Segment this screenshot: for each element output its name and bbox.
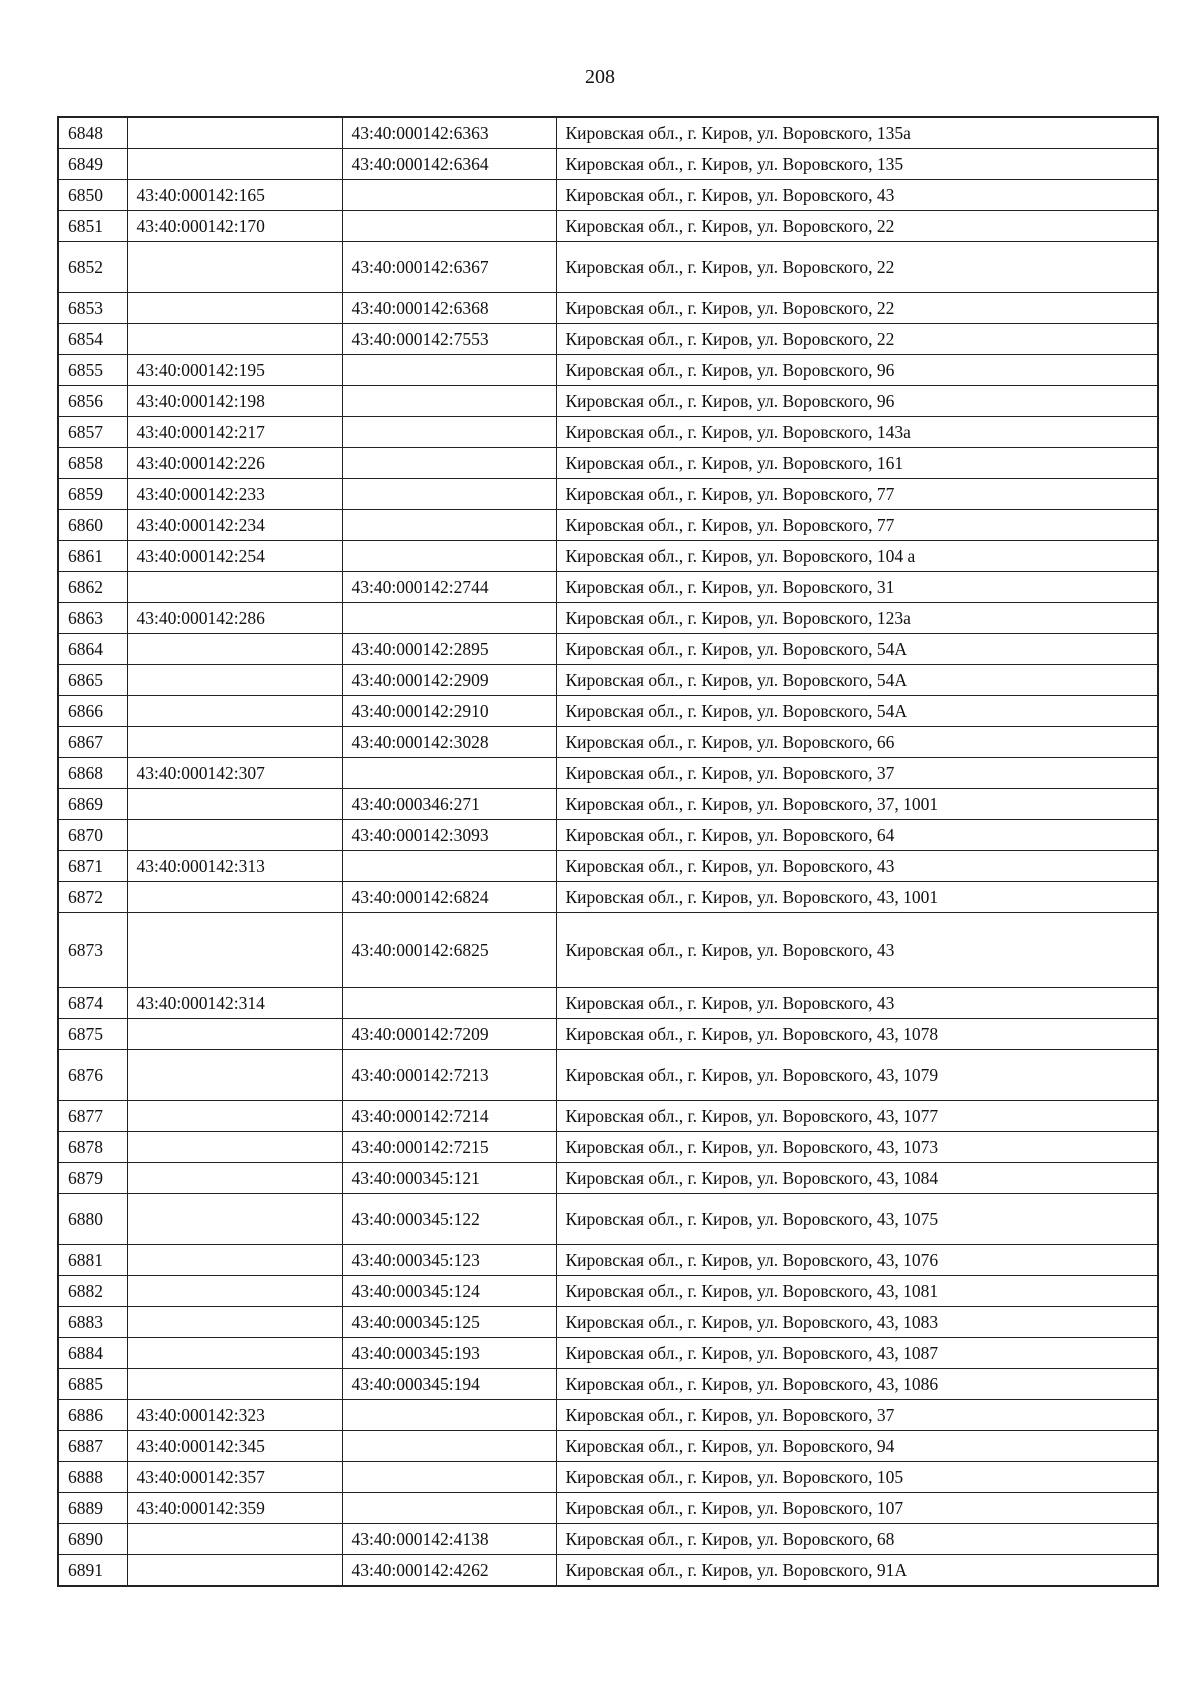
building-cadastral-number: 43:40:000346:271 (342, 789, 556, 820)
parcel-cadastral-number (127, 1194, 342, 1245)
parcel-cadastral-number: 43:40:000142:233 (127, 479, 342, 510)
table-row (58, 1101, 1158, 1132)
building-cadastral-number (342, 1431, 556, 1462)
address: Кировская обл., г. Киров, ул. Воровского, 135а (556, 117, 1158, 149)
row-number: 6873 (58, 913, 127, 988)
address: Кировская обл., г. Киров, ул. Воровского, 43, 1076 (556, 1245, 1158, 1276)
table-row (58, 1555, 1158, 1587)
row-number: 6887 (58, 1431, 127, 1462)
row-number: 6882 (58, 1276, 127, 1307)
table-row (58, 149, 1158, 180)
address: Кировская обл., г. Киров, ул. Воровского, 43, 1086 (556, 1369, 1158, 1400)
parcel-cadastral-number (127, 1369, 342, 1400)
parcel-cadastral-number (127, 820, 342, 851)
parcel-cadastral-number (127, 1245, 342, 1276)
address: Кировская обл., г. Киров, ул. Воровского, 64 (556, 820, 1158, 851)
table-row (58, 117, 1158, 149)
building-cadastral-number: 43:40:000345:125 (342, 1307, 556, 1338)
table-row (58, 1050, 1158, 1101)
row-number: 6854 (58, 324, 127, 355)
table-row (58, 1307, 1158, 1338)
address: Кировская обл., г. Киров, ул. Воровского, 43 (556, 913, 1158, 988)
parcel-cadastral-number: 43:40:000142:359 (127, 1493, 342, 1524)
row-number: 6883 (58, 1307, 127, 1338)
address: Кировская обл., г. Киров, ул. Воровского, 22 (556, 242, 1158, 293)
parcel-cadastral-number (127, 572, 342, 603)
parcel-cadastral-number (127, 293, 342, 324)
building-cadastral-number: 43:40:000142:2744 (342, 572, 556, 603)
address: Кировская обл., г. Киров, ул. Воровского, 123а (556, 603, 1158, 634)
row-number: 6867 (58, 727, 127, 758)
address: Кировская обл., г. Киров, ул. Воровского, 91А (556, 1555, 1158, 1587)
table-row (58, 1338, 1158, 1369)
row-number: 6875 (58, 1019, 127, 1050)
address: Кировская обл., г. Киров, ул. Воровского, 77 (556, 479, 1158, 510)
table-row (58, 386, 1158, 417)
building-cadastral-number: 43:40:000142:3028 (342, 727, 556, 758)
parcel-cadastral-number (127, 789, 342, 820)
address: Кировская обл., г. Киров, ул. Воровского, 43, 1081 (556, 1276, 1158, 1307)
row-number: 6863 (58, 603, 127, 634)
building-cadastral-number: 43:40:000142:7214 (342, 1101, 556, 1132)
table-row (58, 324, 1158, 355)
building-cadastral-number (342, 180, 556, 211)
parcel-cadastral-number (127, 1338, 342, 1369)
table-row (58, 1462, 1158, 1493)
building-cadastral-number (342, 510, 556, 541)
building-cadastral-number: 43:40:000142:6363 (342, 117, 556, 149)
row-number: 6878 (58, 1132, 127, 1163)
building-cadastral-number: 43:40:000142:7213 (342, 1050, 556, 1101)
parcel-cadastral-number (127, 1050, 342, 1101)
row-number: 6880 (58, 1194, 127, 1245)
address: Кировская обл., г. Киров, ул. Воровского, 54А (556, 696, 1158, 727)
parcel-cadastral-number: 43:40:000142:254 (127, 541, 342, 572)
building-cadastral-number: 43:40:000345:123 (342, 1245, 556, 1276)
table-row (58, 293, 1158, 324)
building-cadastral-number (342, 758, 556, 789)
building-cadastral-number (342, 988, 556, 1019)
address: Кировская обл., г. Киров, ул. Воровского, 135 (556, 149, 1158, 180)
parcel-cadastral-number: 43:40:000142:323 (127, 1400, 342, 1431)
row-number: 6888 (58, 1462, 127, 1493)
address: Кировская обл., г. Киров, ул. Воровского, 43, 1079 (556, 1050, 1158, 1101)
address: Кировская обл., г. Киров, ул. Воровского, 54А (556, 634, 1158, 665)
building-cadastral-number: 43:40:000142:6825 (342, 913, 556, 988)
address: Кировская обл., г. Киров, ул. Воровского, 43, 1075 (556, 1194, 1158, 1245)
row-number: 6848 (58, 117, 127, 149)
row-number: 6861 (58, 541, 127, 572)
building-cadastral-number: 43:40:000142:6364 (342, 149, 556, 180)
building-cadastral-number (342, 417, 556, 448)
building-cadastral-number (342, 355, 556, 386)
registry-table (57, 116, 1159, 1587)
address: Кировская обл., г. Киров, ул. Воровского, 43, 1087 (556, 1338, 1158, 1369)
table-row (58, 1163, 1158, 1194)
address: Кировская обл., г. Киров, ул. Воровского, 77 (556, 510, 1158, 541)
table-row (58, 448, 1158, 479)
row-number: 6864 (58, 634, 127, 665)
building-cadastral-number (342, 541, 556, 572)
address: Кировская обл., г. Киров, ул. Воровского, 105 (556, 1462, 1158, 1493)
row-number: 6849 (58, 149, 127, 180)
parcel-cadastral-number: 43:40:000142:313 (127, 851, 342, 882)
parcel-cadastral-number: 43:40:000142:234 (127, 510, 342, 541)
table-row (58, 727, 1158, 758)
row-number: 6870 (58, 820, 127, 851)
table-row (58, 417, 1158, 448)
building-cadastral-number (342, 1462, 556, 1493)
parcel-cadastral-number (127, 117, 342, 149)
building-cadastral-number (342, 603, 556, 634)
row-number: 6860 (58, 510, 127, 541)
table-row (58, 1431, 1158, 1462)
building-cadastral-number (342, 386, 556, 417)
address: Кировская обл., г. Киров, ул. Воровского, 43 (556, 851, 1158, 882)
parcel-cadastral-number (127, 665, 342, 696)
parcel-cadastral-number: 43:40:000142:307 (127, 758, 342, 789)
building-cadastral-number: 43:40:000142:6367 (342, 242, 556, 293)
table-row (58, 882, 1158, 913)
parcel-cadastral-number (127, 882, 342, 913)
building-cadastral-number: 43:40:000142:7209 (342, 1019, 556, 1050)
row-number: 6886 (58, 1400, 127, 1431)
row-number: 6858 (58, 448, 127, 479)
address: Кировская обл., г. Киров, ул. Воровского, 96 (556, 355, 1158, 386)
table-row (58, 572, 1158, 603)
building-cadastral-number: 43:40:000345:122 (342, 1194, 556, 1245)
building-cadastral-number: 43:40:000142:4262 (342, 1555, 556, 1587)
parcel-cadastral-number: 43:40:000142:226 (127, 448, 342, 479)
address: Кировская обл., г. Киров, ул. Воровского, 107 (556, 1493, 1158, 1524)
address: Кировская обл., г. Киров, ул. Воровского, 96 (556, 386, 1158, 417)
table-row (58, 634, 1158, 665)
parcel-cadastral-number (127, 1555, 342, 1587)
address: Кировская обл., г. Киров, ул. Воровского, 43, 1077 (556, 1101, 1158, 1132)
parcel-cadastral-number: 43:40:000142:198 (127, 386, 342, 417)
parcel-cadastral-number (127, 1307, 342, 1338)
row-number: 6852 (58, 242, 127, 293)
table-row (58, 758, 1158, 789)
table-row (58, 851, 1158, 882)
parcel-cadastral-number (127, 727, 342, 758)
building-cadastral-number: 43:40:000142:3093 (342, 820, 556, 851)
address: Кировская обл., г. Киров, ул. Воровского, 43, 1073 (556, 1132, 1158, 1163)
building-cadastral-number: 43:40:000345:193 (342, 1338, 556, 1369)
row-number: 6856 (58, 386, 127, 417)
parcel-cadastral-number (127, 1019, 342, 1050)
building-cadastral-number (342, 1493, 556, 1524)
table-row (58, 1132, 1158, 1163)
parcel-cadastral-number (127, 1163, 342, 1194)
building-cadastral-number: 43:40:000142:6368 (342, 293, 556, 324)
address: Кировская обл., г. Киров, ул. Воровского, 37 (556, 1400, 1158, 1431)
table-row (58, 1276, 1158, 1307)
parcel-cadastral-number: 43:40:000142:165 (127, 180, 342, 211)
table-row (58, 211, 1158, 242)
table-row (58, 603, 1158, 634)
address: Кировская обл., г. Киров, ул. Воровского, 66 (556, 727, 1158, 758)
parcel-cadastral-number (127, 1132, 342, 1163)
row-number: 6857 (58, 417, 127, 448)
parcel-cadastral-number (127, 1524, 342, 1555)
address: Кировская обл., г. Киров, ул. Воровского, 54А (556, 665, 1158, 696)
row-number: 6866 (58, 696, 127, 727)
row-number: 6868 (58, 758, 127, 789)
row-number: 6884 (58, 1338, 127, 1369)
table-row (58, 510, 1158, 541)
table-row (58, 180, 1158, 211)
address: Кировская обл., г. Киров, ул. Воровского, 37 (556, 758, 1158, 789)
row-number: 6862 (58, 572, 127, 603)
table-row (58, 913, 1158, 988)
building-cadastral-number: 43:40:000142:4138 (342, 1524, 556, 1555)
row-number: 6890 (58, 1524, 127, 1555)
row-number: 6853 (58, 293, 127, 324)
row-number: 6855 (58, 355, 127, 386)
address: Кировская обл., г. Киров, ул. Воровского, 31 (556, 572, 1158, 603)
address: Кировская обл., г. Киров, ул. Воровского, 43, 1083 (556, 1307, 1158, 1338)
address: Кировская обл., г. Киров, ул. Воровского, 94 (556, 1431, 1158, 1462)
parcel-cadastral-number (127, 913, 342, 988)
row-number: 6872 (58, 882, 127, 913)
parcel-cadastral-number (127, 696, 342, 727)
row-number: 6877 (58, 1101, 127, 1132)
building-cadastral-number (342, 211, 556, 242)
parcel-cadastral-number: 43:40:000142:170 (127, 211, 342, 242)
parcel-cadastral-number (127, 1101, 342, 1132)
table-row (58, 665, 1158, 696)
address: Кировская обл., г. Киров, ул. Воровского, 43, 1078 (556, 1019, 1158, 1050)
table-row (58, 1369, 1158, 1400)
row-number: 6881 (58, 1245, 127, 1276)
table-row (58, 1245, 1158, 1276)
table-row (58, 1524, 1158, 1555)
parcel-cadastral-number: 43:40:000142:286 (127, 603, 342, 634)
table-row (58, 355, 1158, 386)
address: Кировская обл., г. Киров, ул. Воровского, 22 (556, 211, 1158, 242)
address: Кировская обл., г. Киров, ул. Воровского, 43 (556, 988, 1158, 1019)
table-row (58, 789, 1158, 820)
address: Кировская обл., г. Киров, ул. Воровского, 22 (556, 293, 1158, 324)
row-number: 6891 (58, 1555, 127, 1587)
parcel-cadastral-number: 43:40:000142:314 (127, 988, 342, 1019)
page-number: 208 (585, 66, 615, 88)
row-number: 6879 (58, 1163, 127, 1194)
row-number: 6874 (58, 988, 127, 1019)
row-number: 6859 (58, 479, 127, 510)
building-cadastral-number: 43:40:000345:121 (342, 1163, 556, 1194)
building-cadastral-number: 43:40:000142:2910 (342, 696, 556, 727)
address: Кировская обл., г. Киров, ул. Воровского, 68 (556, 1524, 1158, 1555)
row-number: 6885 (58, 1369, 127, 1400)
parcel-cadastral-number (127, 634, 342, 665)
parcel-cadastral-number: 43:40:000142:345 (127, 1431, 342, 1462)
building-cadastral-number: 43:40:000142:6824 (342, 882, 556, 913)
row-number: 6889 (58, 1493, 127, 1524)
parcel-cadastral-number (127, 242, 342, 293)
table-row (58, 1194, 1158, 1245)
address: Кировская обл., г. Киров, ул. Воровского, 43, 1001 (556, 882, 1158, 913)
building-cadastral-number: 43:40:000345:194 (342, 1369, 556, 1400)
parcel-cadastral-number: 43:40:000142:195 (127, 355, 342, 386)
table-row (58, 1400, 1158, 1431)
row-number: 6865 (58, 665, 127, 696)
row-number: 6876 (58, 1050, 127, 1101)
address: Кировская обл., г. Киров, ул. Воровского, 43, 1084 (556, 1163, 1158, 1194)
row-number: 6851 (58, 211, 127, 242)
address: Кировская обл., г. Киров, ул. Воровского, 22 (556, 324, 1158, 355)
table-row (58, 696, 1158, 727)
address: Кировская обл., г. Киров, ул. Воровского, 161 (556, 448, 1158, 479)
building-cadastral-number: 43:40:000142:7553 (342, 324, 556, 355)
building-cadastral-number: 43:40:000345:124 (342, 1276, 556, 1307)
building-cadastral-number (342, 448, 556, 479)
address: Кировская обл., г. Киров, ул. Воровского, 104 а (556, 541, 1158, 572)
table-row (58, 1493, 1158, 1524)
row-number: 6871 (58, 851, 127, 882)
table-row (58, 541, 1158, 572)
parcel-cadastral-number: 43:40:000142:217 (127, 417, 342, 448)
building-cadastral-number: 43:40:000142:2895 (342, 634, 556, 665)
table-row (58, 820, 1158, 851)
building-cadastral-number: 43:40:000142:2909 (342, 665, 556, 696)
table-row (58, 242, 1158, 293)
parcel-cadastral-number (127, 324, 342, 355)
address: Кировская обл., г. Киров, ул. Воровского, 43 (556, 180, 1158, 211)
table-row (58, 479, 1158, 510)
building-cadastral-number: 43:40:000142:7215 (342, 1132, 556, 1163)
table-row (58, 1019, 1158, 1050)
address: Кировская обл., г. Киров, ул. Воровского, 143а (556, 417, 1158, 448)
building-cadastral-number (342, 851, 556, 882)
row-number: 6869 (58, 789, 127, 820)
address: Кировская обл., г. Киров, ул. Воровского, 37, 1001 (556, 789, 1158, 820)
table-row (58, 988, 1158, 1019)
row-number: 6850 (58, 180, 127, 211)
parcel-cadastral-number: 43:40:000142:357 (127, 1462, 342, 1493)
building-cadastral-number (342, 1400, 556, 1431)
building-cadastral-number (342, 479, 556, 510)
parcel-cadastral-number (127, 1276, 342, 1307)
parcel-cadastral-number (127, 149, 342, 180)
